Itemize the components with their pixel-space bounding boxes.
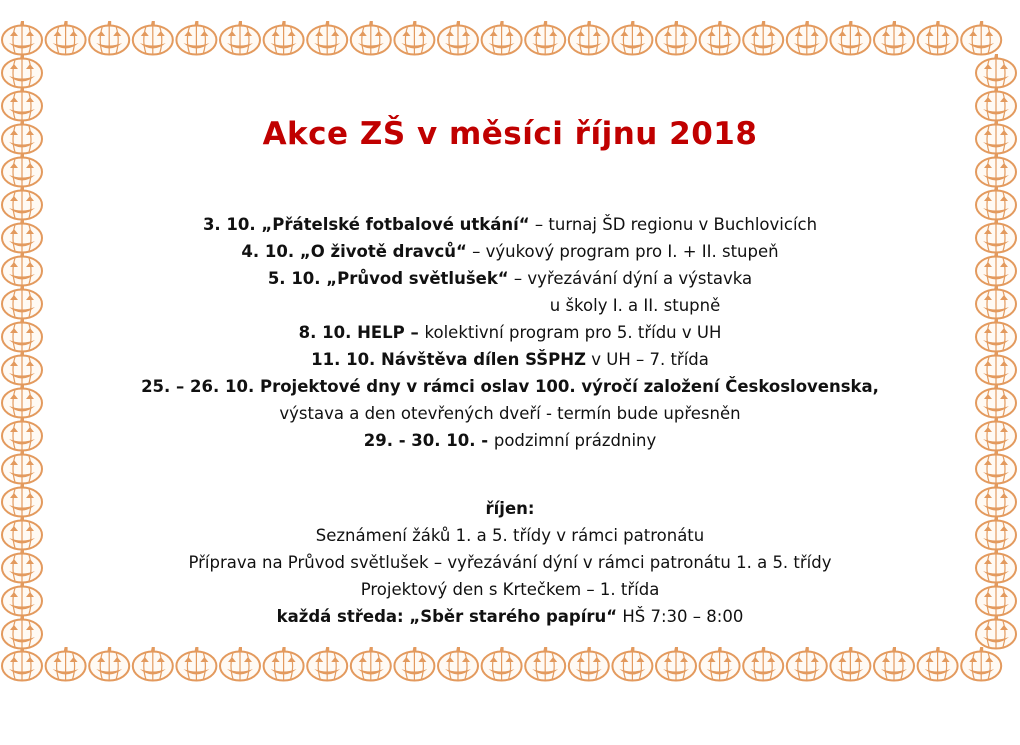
event-line (0, 319, 1020, 346)
jack-o-lantern-icon (2, 21, 42, 55)
jack-o-lantern-icon (394, 647, 434, 681)
jack-o-lantern-icon (743, 647, 783, 681)
jack-o-lantern-icon (264, 647, 304, 681)
jack-o-lantern-icon (133, 647, 173, 681)
jack-o-lantern-icon (874, 21, 914, 55)
event-description: v UH – 7. třída (586, 350, 709, 369)
jack-o-lantern-icon (830, 647, 870, 681)
jack-o-lantern-icon (89, 647, 129, 681)
event-line-continuation (0, 400, 1020, 427)
jack-o-lantern-icon (743, 21, 783, 55)
jack-o-lantern-icon (438, 647, 478, 681)
jack-o-lantern-icon (874, 647, 914, 681)
event-line (0, 265, 1020, 292)
event-date-title: 29. - 30. 10. - (363, 431, 494, 450)
event-date-title: každá středa: „Sběr starého papíru“ (276, 607, 618, 626)
october-item (0, 603, 1020, 630)
event-list (0, 211, 1020, 454)
event-line (0, 427, 1020, 454)
jack-o-lantern-icon (176, 21, 216, 55)
jack-o-lantern-icon (2, 54, 42, 88)
october-item: Příprava na Průvod světlušek – vyřezávání dýní v rámci patronátu 1. a 5. třídy (188, 553, 832, 572)
jack-o-lantern-icon (525, 21, 565, 55)
jack-o-lantern-icon (569, 647, 609, 681)
jack-o-lantern-icon (656, 647, 696, 681)
event-description: podzimní prázdniny (493, 431, 657, 450)
jack-o-lantern-icon (656, 21, 696, 55)
jack-o-lantern-icon (482, 647, 522, 681)
jack-o-lantern-icon (482, 21, 522, 55)
jack-o-lantern-icon (612, 647, 652, 681)
event-description: – vyřezávání dýní a výstavka (508, 269, 753, 288)
event-description: u školy I. a II. stupně (549, 296, 721, 315)
jack-o-lantern-icon (46, 647, 86, 681)
october-item: Seznámení žáků 1. a 5. třídy v rámci patronátu (315, 526, 705, 545)
jack-o-lantern-icon (2, 647, 42, 681)
event-line-continuation (0, 292, 1020, 319)
jack-o-lantern-icon (220, 21, 260, 55)
event-description: – turnaj ŠD regionu v Buchlovicích (529, 215, 818, 234)
jack-o-lantern-icon (264, 21, 304, 55)
jack-o-lantern-icon (176, 647, 216, 681)
event-description: HŠ 7:30 – 8:00 (617, 607, 744, 626)
jack-o-lantern-icon (351, 21, 391, 55)
event-description: – výukový program pro I. + II. stupeň (466, 242, 779, 261)
jack-o-lantern-icon (307, 647, 347, 681)
jack-o-lantern-icon (961, 647, 1001, 681)
event-line (0, 211, 1020, 238)
event-line (0, 346, 1020, 373)
jack-o-lantern-icon (787, 647, 827, 681)
jack-o-lantern-icon (569, 21, 609, 55)
event-date-title: 4. 10. „O životě dravců“ (241, 242, 467, 261)
event-date-title: 11. 10. Návštěva dílen SŠPHZ (311, 350, 586, 369)
october-item: Projektový den s Krtečkem – 1. třída (360, 580, 660, 599)
jack-o-lantern-icon (438, 21, 478, 55)
jack-o-lantern-icon (220, 647, 260, 681)
jack-o-lantern-icon (700, 21, 740, 55)
jack-o-lantern-icon (351, 647, 391, 681)
jack-o-lantern-icon (307, 21, 347, 55)
event-description: kolektivní program pro 5. třídu v UH (424, 323, 722, 342)
jack-o-lantern-icon (961, 21, 1001, 55)
jack-o-lantern-icon (394, 21, 434, 55)
jack-o-lantern-icon (133, 21, 173, 55)
section-heading: říjen: (485, 499, 535, 518)
jack-o-lantern-icon (89, 21, 129, 55)
event-date-title: 25. – 26. 10. Projektové dny v rámci oslav 100. výročí založení Československa, (141, 377, 879, 396)
jack-o-lantern-icon (525, 647, 565, 681)
jack-o-lantern-icon (918, 647, 958, 681)
jack-o-lantern-icon (2, 153, 42, 187)
jack-o-lantern-icon (700, 647, 740, 681)
jack-o-lantern-icon (46, 21, 86, 55)
jack-o-lantern-icon (830, 21, 870, 55)
jack-o-lantern-icon (2, 450, 42, 484)
jack-o-lantern-icon (976, 54, 1016, 88)
event-line (0, 373, 1020, 400)
jack-o-lantern-icon (918, 21, 958, 55)
page-title: Akce ZŠ v měsíci říjnu 2018 (262, 116, 758, 152)
jack-o-lantern-icon (976, 450, 1016, 484)
october-section (0, 495, 1020, 630)
jack-o-lantern-icon (612, 21, 652, 55)
event-date-title: 3. 10. „Přátelské fotbalové utkání“ (202, 215, 530, 234)
event-date-title: 5. 10. „Průvod světlušek“ (267, 269, 509, 288)
jack-o-lantern-icon (976, 153, 1016, 187)
event-description: výstava a den otevřených dveří - termín bude upřesněn (279, 404, 741, 423)
event-line (0, 238, 1020, 265)
event-date-title: 8. 10. HELP – (298, 323, 425, 342)
jack-o-lantern-icon (787, 21, 827, 55)
